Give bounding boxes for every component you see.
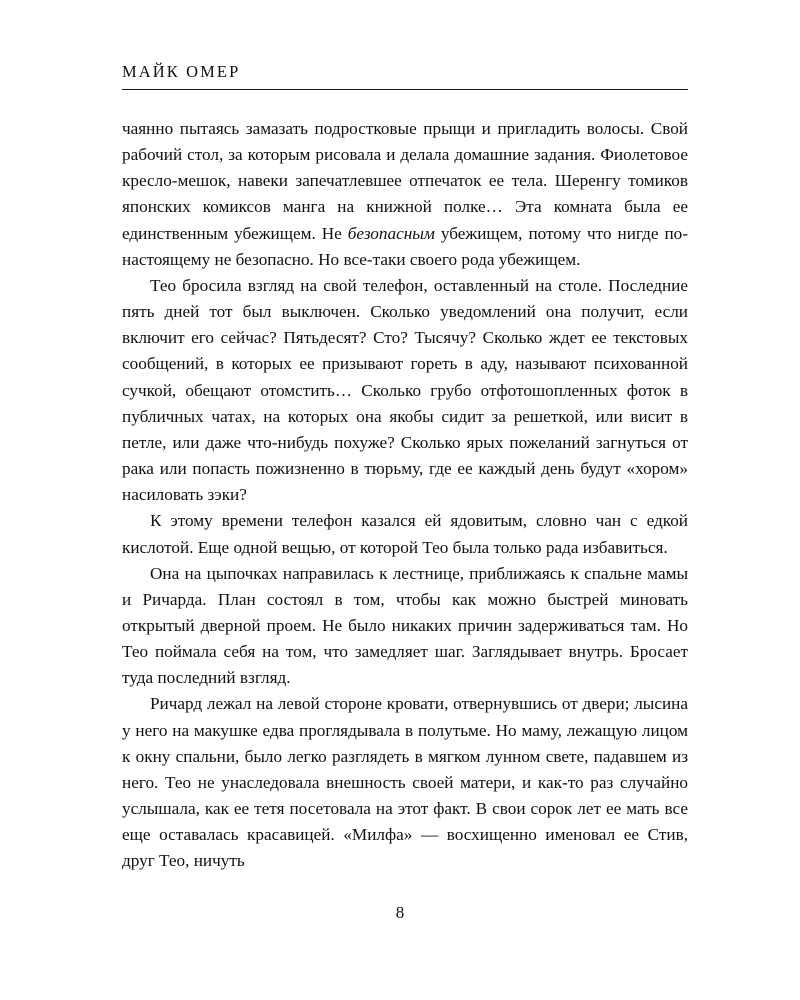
body-text (122, 116, 688, 875)
header-divider (122, 89, 688, 90)
running-head: МАЙК ОМЕР (122, 62, 241, 81)
paragraph: К этому времени телефон казался ей ядовитым, словно чан с едкой кислотой. Еще одной вещью, от которой Тео была только рада избавиться. (122, 511, 688, 557)
paragraph: чаянно пытаясь замазать подростковые прыщи и пригладить волосы. Свой рабочий стол, за которым рисовала и делала домашние задания. Фиолетовое кресло-мешок, навеки запечатлевшее отпечаток ее тела. Шеренгу томиков японских комиксов манга на книжной полке… Эта комната была ее единственным убежищем. Не безопасным убежищем, потому что нигде по-настоящему не безопасно. Но все-таки своего рода убежищем. (122, 119, 689, 269)
paragraph: Ричард лежал на левой стороне кровати, отвернувшись от двери; лысина у него на макушке едва проглядывала в полутьме. Но маму, лежащую лицом к окну спальни, было легко разглядеть в мягком лунном свете, падавшем из него. Тео не унаследовала внешность своей матери, и как-то раз случайно услышала, как ее тетя посетовала на этот факт. В свои сорок лет ее мать все еще оставалась красавицей. «Милфа» — восхищенно именовал ее Стив, друг Тео, ничуть (122, 694, 688, 871)
emphasis-text: безопасным (347, 223, 435, 243)
paragraph: Она на цыпочках направилась к лестнице, приближаясь к спальне мамы и Ричарда. План состоял в том, чтобы как можно быстрей миновать открытый дверной проем. Не было никаких причин задерживаться там. Но Тео поймала себя на том, что замедляет шаг. Заглядывает внутрь. Бросает туда последний взгляд. (122, 563, 688, 688)
paragraph: Тео бросила взгляд на свой телефон, оставленный на столе. Последние пять дней тот был выключен. Сколько уведомлений она получит, если включит его сейчас? Пятьдесят? Сто? Тысячу? Сколько ждет ее текстовых сообщений, в которых ее призывают гореть в аду, называют психованной сучкой, обещают отомстить… Сколько грубо отфотошопленных фоток в публичных чатах, на которых она якобы сидит за решеткой, или висит в петле, или даже что-нибудь похуже? Сколько ярых пожеланий загнуться от рака или попасть пожизненно в тюрьму, где ее каждый день будут «хором» насиловать зэки? (122, 275, 688, 505)
page-number: 8 (395, 903, 405, 922)
